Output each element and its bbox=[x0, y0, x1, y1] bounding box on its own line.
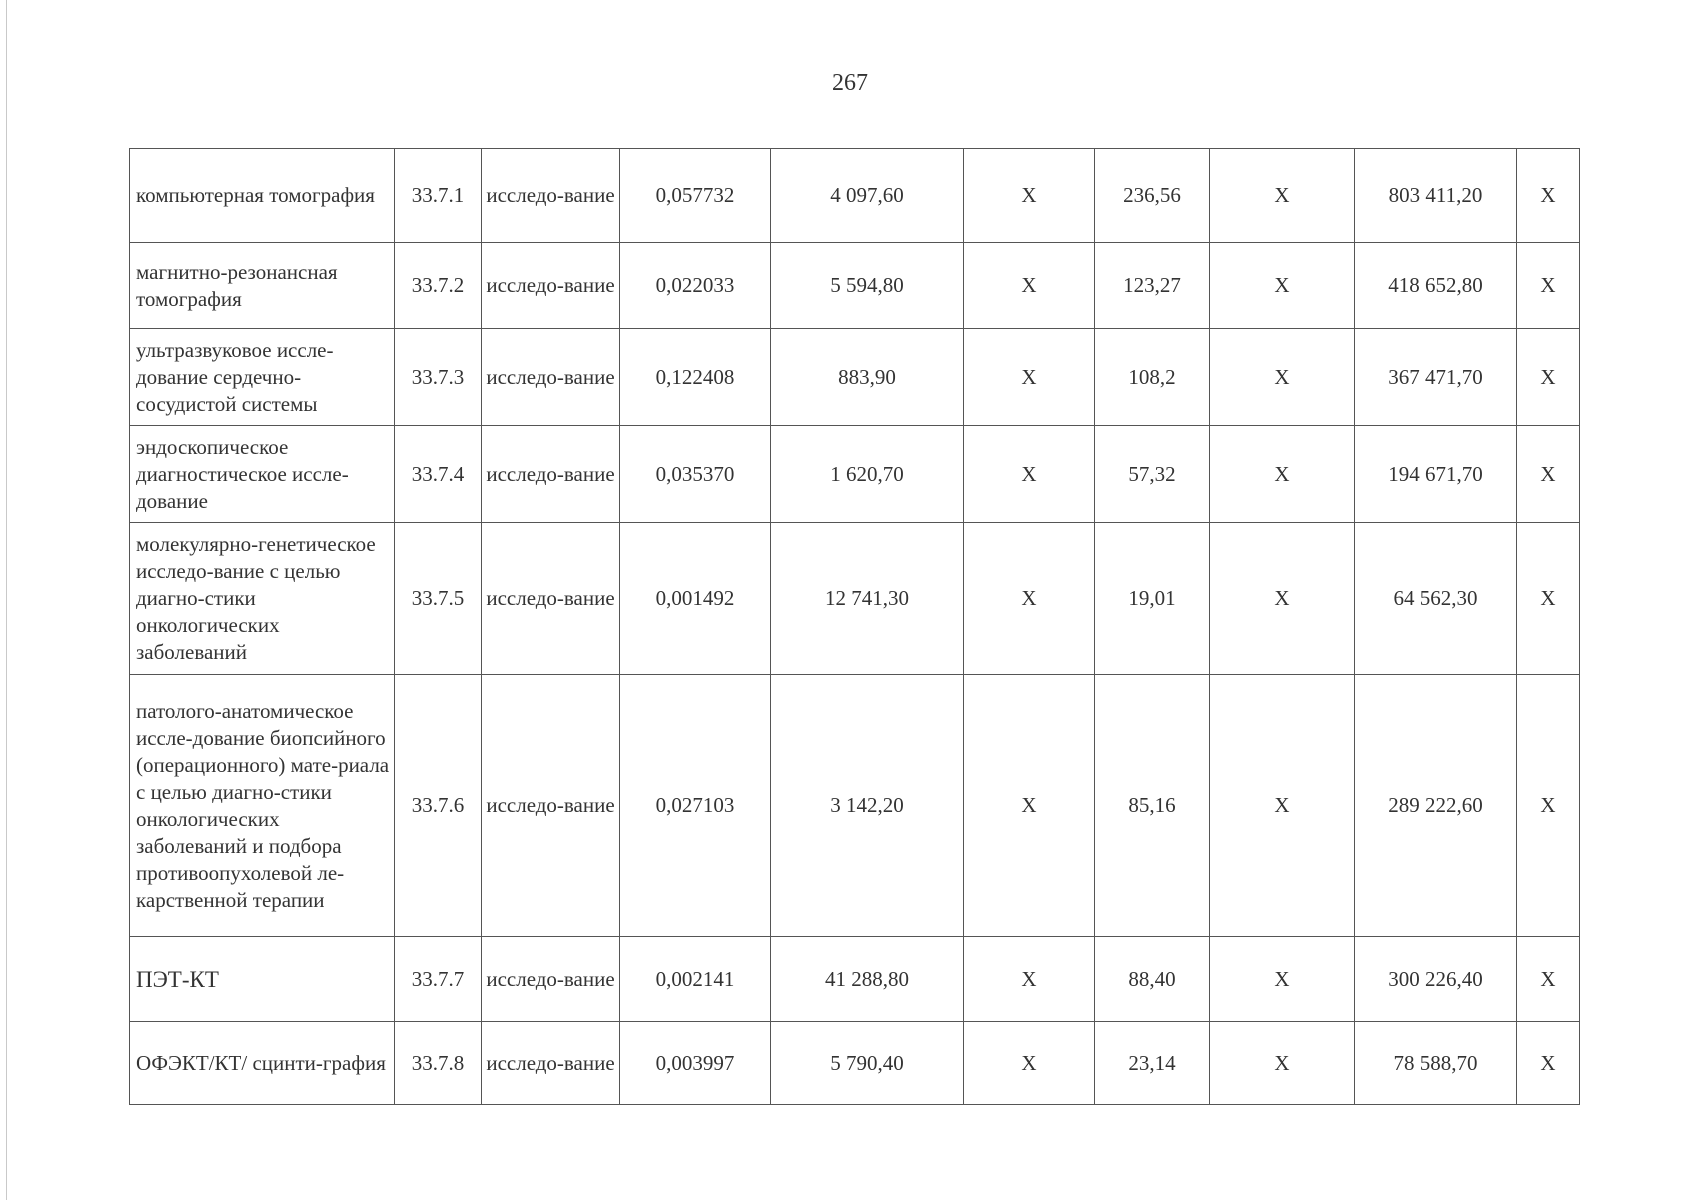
per-capita-cell: 85,16 bbox=[1095, 675, 1210, 937]
code-cell: 33.7.4 bbox=[395, 426, 482, 523]
x-cell: Х bbox=[1517, 149, 1580, 243]
service-name-cell bbox=[130, 1022, 395, 1105]
x-cell: Х bbox=[1210, 937, 1355, 1022]
volume-cell: 0,003997 bbox=[620, 1022, 771, 1105]
table-row bbox=[130, 1022, 1580, 1105]
page-number: 267 bbox=[832, 70, 868, 96]
table-row bbox=[130, 523, 1580, 675]
total-cell: 78 588,70 bbox=[1355, 1022, 1517, 1105]
service-name-cell bbox=[130, 329, 395, 426]
x-cell: Х bbox=[964, 1022, 1095, 1105]
volume-cell: 0,022033 bbox=[620, 243, 771, 329]
service-name-line: ПЭТ-КТ bbox=[136, 966, 219, 992]
x-cell: Х bbox=[1210, 1022, 1355, 1105]
x-cell: Х bbox=[1517, 426, 1580, 523]
total-cell: 367 471,70 bbox=[1355, 329, 1517, 426]
service-name-line: патолого-анатомическое иссле-дование биопсийного (операционного) мате-риала с целью диагно-стики онкологических заболеваний и подбора противоопухолевой ле-карственной терапии bbox=[136, 698, 390, 912]
table-row bbox=[130, 426, 1580, 523]
table-row bbox=[130, 329, 1580, 426]
volume-cell: 0,035370 bbox=[620, 426, 771, 523]
unit-cell: исследо-вание bbox=[482, 243, 620, 329]
per-capita-cell: 123,27 bbox=[1095, 243, 1210, 329]
service-name-cell bbox=[130, 149, 395, 243]
x-cell: Х bbox=[964, 149, 1095, 243]
service-name-line: ультразвуковое иссле-дование сердечно-сосудистой системы bbox=[136, 337, 334, 416]
code-cell: 33.7.6 bbox=[395, 675, 482, 937]
total-cell: 64 562,30 bbox=[1355, 523, 1517, 675]
service-name-line: ОФЭКТ/КТ/ сцинти-графия bbox=[136, 1050, 386, 1075]
cost-cell: 883,90 bbox=[771, 329, 964, 426]
per-capita-cell: 88,40 bbox=[1095, 937, 1210, 1022]
x-cell: Х bbox=[1210, 329, 1355, 426]
code-cell: 33.7.8 bbox=[395, 1022, 482, 1105]
service-name-line: магнитно-резонансная томография bbox=[136, 259, 338, 311]
data-table bbox=[129, 148, 1580, 1105]
volume-cell: 0,001492 bbox=[620, 523, 771, 675]
code-cell: 33.7.7 bbox=[395, 937, 482, 1022]
x-cell: Х bbox=[1210, 149, 1355, 243]
service-name-line: компьютерная томография bbox=[136, 183, 375, 207]
code-cell: 33.7.3 bbox=[395, 329, 482, 426]
x-cell: Х bbox=[1210, 675, 1355, 937]
table-row bbox=[130, 937, 1580, 1022]
cost-cell: 12 741,30 bbox=[771, 523, 964, 675]
x-cell: Х bbox=[1517, 243, 1580, 329]
total-cell: 300 226,40 bbox=[1355, 937, 1517, 1022]
volume-cell: 0,057732 bbox=[620, 149, 771, 243]
unit-cell: исследо-вание bbox=[482, 329, 620, 426]
cost-cell: 5 790,40 bbox=[771, 1022, 964, 1105]
x-cell: Х bbox=[1210, 426, 1355, 523]
x-cell: Х bbox=[1517, 675, 1580, 937]
cost-cell: 3 142,20 bbox=[771, 675, 964, 937]
volume-cell: 0,122408 bbox=[620, 329, 771, 426]
total-cell: 418 652,80 bbox=[1355, 243, 1517, 329]
x-cell: Х bbox=[964, 523, 1095, 675]
per-capita-cell: 57,32 bbox=[1095, 426, 1210, 523]
unit-cell: исследо-вание bbox=[482, 675, 620, 937]
unit-cell: исследо-вание bbox=[482, 149, 620, 243]
page-edge-line bbox=[6, 0, 7, 1200]
x-cell: Х bbox=[964, 329, 1095, 426]
total-cell: 803 411,20 bbox=[1355, 149, 1517, 243]
code-cell: 33.7.2 bbox=[395, 243, 482, 329]
per-capita-cell: 23,14 bbox=[1095, 1022, 1210, 1105]
x-cell: Х bbox=[1210, 243, 1355, 329]
per-capita-cell: 108,2 bbox=[1095, 329, 1210, 426]
table-row bbox=[130, 675, 1580, 937]
x-cell: Х bbox=[1517, 937, 1580, 1022]
x-cell: Х bbox=[964, 243, 1095, 329]
cost-cell: 41 288,80 bbox=[771, 937, 964, 1022]
per-capita-cell: 236,56 bbox=[1095, 149, 1210, 243]
x-cell: Х bbox=[1517, 329, 1580, 426]
unit-cell: исследо-вание bbox=[482, 523, 620, 675]
code-cell: 33.7.1 bbox=[395, 149, 482, 243]
volume-cell: 0,002141 bbox=[620, 937, 771, 1022]
per-capita-cell: 19,01 bbox=[1095, 523, 1210, 675]
service-name-cell bbox=[130, 243, 395, 329]
x-cell: Х bbox=[964, 675, 1095, 937]
x-cell: Х bbox=[964, 937, 1095, 1022]
service-name-cell bbox=[130, 937, 395, 1022]
service-name-line: эндоскопическое диагностическое иссле-дование bbox=[136, 434, 349, 513]
x-cell: Х bbox=[1517, 1022, 1580, 1105]
total-cell: 194 671,70 bbox=[1355, 426, 1517, 523]
unit-cell: исследо-вание bbox=[482, 1022, 620, 1105]
volume-cell: 0,027103 bbox=[620, 675, 771, 937]
x-cell: Х bbox=[964, 426, 1095, 523]
cost-cell: 4 097,60 bbox=[771, 149, 964, 243]
code-cell: 33.7.5 bbox=[395, 523, 482, 675]
x-cell: Х bbox=[1210, 523, 1355, 675]
service-name-line: молекулярно-генетическое исследо-вание с целью диагно-стики онкологических заболеваний bbox=[136, 532, 376, 664]
service-name-cell bbox=[130, 523, 395, 675]
service-name-cell bbox=[130, 426, 395, 523]
total-cell: 289 222,60 bbox=[1355, 675, 1517, 937]
unit-cell: исследо-вание bbox=[482, 937, 620, 1022]
cost-cell: 5 594,80 bbox=[771, 243, 964, 329]
cost-cell: 1 620,70 bbox=[771, 426, 964, 523]
service-name-cell bbox=[130, 675, 395, 937]
table-row bbox=[130, 243, 1580, 329]
unit-cell: исследо-вание bbox=[482, 426, 620, 523]
table-row bbox=[130, 149, 1580, 243]
x-cell: Х bbox=[1517, 523, 1580, 675]
